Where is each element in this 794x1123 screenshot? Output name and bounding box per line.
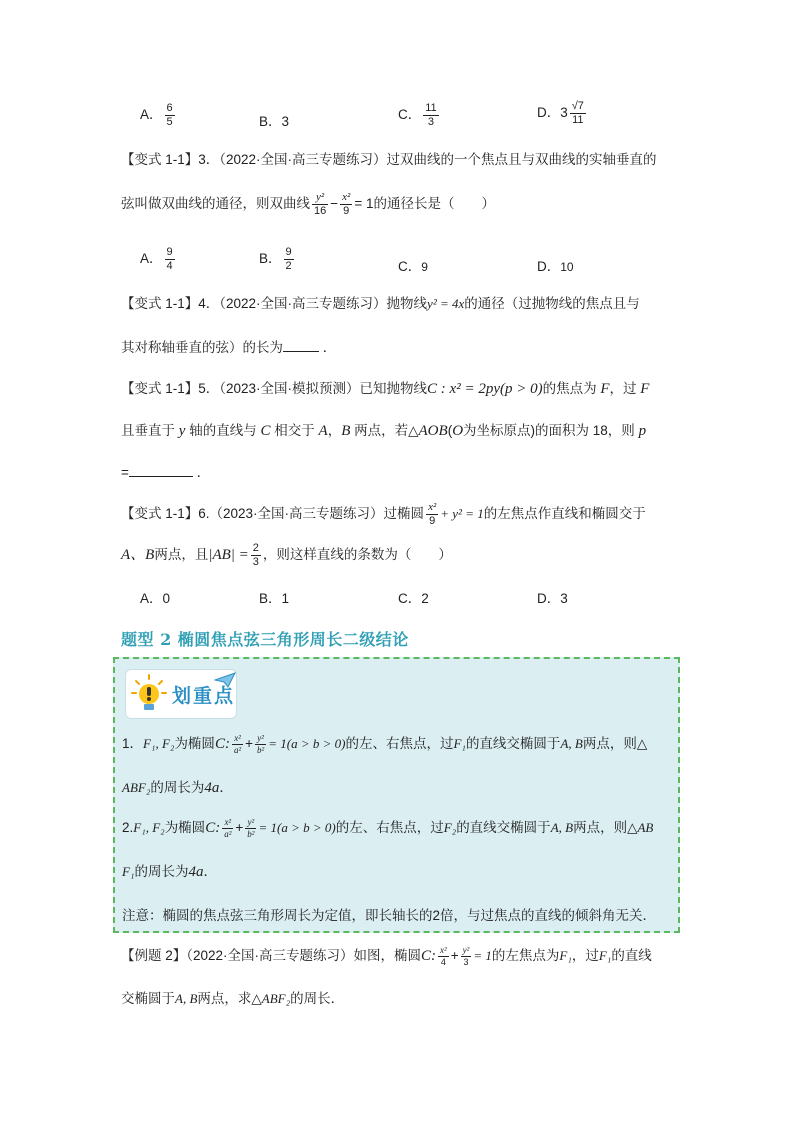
question-text: 3．（2022·全国·高三专题练习）过双曲线的一个焦点且与双曲线的实轴垂直的 <box>198 152 657 167</box>
option-b: B．3 <box>259 114 290 129</box>
question-text: 相交于 <box>274 423 315 438</box>
fraction <box>461 946 472 967</box>
numerator: y² <box>257 732 264 743</box>
equation: C : x² = 2py(p > 0) <box>427 381 543 397</box>
denominator: 11 <box>572 114 584 126</box>
denominator: 3 <box>463 956 469 967</box>
question-text: 的通径长是（ ） <box>373 196 495 212</box>
focus-label: F₁ <box>453 736 466 751</box>
key-points-box <box>113 657 680 933</box>
equation: = 1(a > b > 0) <box>258 820 336 835</box>
triangle-label: AB <box>637 820 654 835</box>
answer-blank <box>283 339 319 352</box>
fraction <box>426 502 438 527</box>
numerator: 9 <box>285 246 292 258</box>
denominator: 9 <box>343 205 350 217</box>
point-labels: A, B <box>550 820 574 835</box>
denominator: 3 <box>252 556 259 568</box>
question-text: 的直线 <box>611 948 652 963</box>
denominator: 4 <box>166 260 173 272</box>
fraction <box>232 734 243 755</box>
point-text: ． <box>203 864 217 879</box>
numerator: y² <box>462 944 470 955</box>
q4-line1 <box>121 294 640 314</box>
point-1-line2 <box>122 776 233 797</box>
q5-line2 <box>121 421 646 441</box>
triangle-label: AOB <box>418 423 448 439</box>
denominator: b² <box>257 744 265 755</box>
q5-line3 <box>121 463 210 483</box>
question-text: 的焦点为 <box>542 381 597 396</box>
result: 4a <box>188 864 204 880</box>
denominator: a² <box>224 828 232 839</box>
option-value: 9 <box>421 260 428 274</box>
point-2-line2 <box>122 860 217 881</box>
question-text: ． <box>196 465 211 480</box>
point-text: 的直线交椭圆于 <box>465 736 561 751</box>
triangle-label: ABF₂ <box>122 780 151 795</box>
numerator: 2 <box>252 542 259 554</box>
numerator: x² <box>234 732 241 743</box>
point-text: 的左、右焦点，过 <box>345 736 454 751</box>
point-text: 2. <box>122 820 134 835</box>
section-title: 题型 2 椭圆焦点弦三角形周长二级结论 <box>121 630 409 649</box>
question-text: 4．（2022·全国·高三专题练习）抛物线 <box>198 296 428 311</box>
equation: C: <box>205 820 221 836</box>
fraction <box>251 543 261 568</box>
option-label: D． <box>537 259 561 274</box>
point-text: 的周长为 <box>150 780 205 795</box>
q6-option-b: B．1 <box>259 591 290 606</box>
variant-tag: 【变式 1-1】 <box>121 506 199 522</box>
q6-line1 <box>121 502 646 527</box>
question-text: 的周长． <box>290 991 345 1006</box>
denominator: b² <box>247 828 255 839</box>
question-text: 两点，求△ <box>197 991 262 1006</box>
point-1-line1: 1．F₁, F₂为椭圆C: $\frac{\text{x²}}{\text{a²}}$ + $\frac{\text{y²}}{\text{b²}}$ = 1(a > b > 0)的左、右焦点，过F₁的直线交椭圆于A, B两点，则△ <box>122 732 648 755</box>
q6-option-d: D．3 <box>537 591 568 606</box>
point-label: O <box>452 423 464 439</box>
question-text: ，过 <box>571 948 599 963</box>
curve-label: C <box>260 423 271 439</box>
fraction <box>340 192 352 217</box>
denominator: 3 <box>427 116 435 128</box>
example2-line2 <box>121 989 344 1009</box>
focus-labels: F₁, F₂ <box>133 820 165 835</box>
numerator: √7 <box>571 100 584 112</box>
question-text: 弦叫做双曲线的通径，则双曲线 <box>121 196 310 212</box>
question-text: 交椭圆于 <box>121 991 175 1006</box>
point-text: 1． <box>122 736 144 751</box>
equation: + y² = 1 <box>440 506 484 522</box>
question-text: 其对称轴垂直的弦）的长为 <box>121 340 283 355</box>
option-label: B． <box>259 251 282 267</box>
q3-option-d <box>537 255 574 275</box>
badge-label: 划重点 <box>172 685 236 707</box>
answer-blank <box>129 464 193 477</box>
triangle-label: F₁ <box>122 864 135 879</box>
variable-label: p <box>638 423 647 439</box>
point-text: 为椭圆 <box>174 736 215 751</box>
point-text: 两点，则△ <box>582 736 648 751</box>
question-text: 且垂直于 <box>121 423 175 438</box>
option-label: D．3 <box>537 105 568 121</box>
numerator: y² <box>247 816 255 827</box>
question-text: = <box>121 465 129 480</box>
numerator: y² <box>316 191 325 203</box>
q3-option-a <box>140 247 177 272</box>
question-text: 两点，若△ <box>354 423 419 438</box>
numerator: 9 <box>166 246 173 258</box>
fraction <box>165 103 175 128</box>
question-text: ，则这样直线的条数为（ ） <box>262 547 452 563</box>
denominator: 16 <box>314 205 327 217</box>
lightbulb-icon <box>131 674 167 714</box>
note-text: 注意：椭圆的焦点弦三角形周长为定值，即长轴长的2倍，与过焦点的直线的倾斜角无关． <box>122 908 657 923</box>
q6-line2 <box>121 543 452 568</box>
question-text: ，过 <box>609 381 637 396</box>
fraction <box>570 101 586 126</box>
option-label: C． <box>398 107 422 123</box>
point-text: 的左、右焦点，过 <box>335 820 444 835</box>
focus-labels: F₁, F₂ <box>143 736 175 751</box>
option-label: A． <box>140 107 163 123</box>
q6-option-c: C．2 <box>398 591 429 606</box>
point-label: A <box>318 423 328 439</box>
point-text: 的直线交椭圆于 <box>456 820 551 835</box>
focus-label: F <box>600 381 610 397</box>
denominator: a² <box>233 744 242 755</box>
point-labels: A、B <box>121 547 155 564</box>
q3-option-b <box>259 247 296 272</box>
option-label: A． <box>140 251 163 267</box>
option-a <box>140 103 177 128</box>
fraction <box>423 103 438 128</box>
question-text: 的左焦点作直线和椭圆交于 <box>483 506 646 522</box>
question-text: 轴的直线与 <box>189 423 257 438</box>
point-label: B <box>341 423 351 439</box>
equation: C: <box>421 948 437 964</box>
option-d <box>537 101 588 126</box>
variant-tag: 【变式 1-1】 <box>121 152 199 167</box>
focus-label: F₁ <box>559 948 572 963</box>
equation: y² = 4x <box>427 296 465 311</box>
option-c <box>398 103 441 128</box>
denominator: 9 <box>429 515 436 527</box>
equation: C: <box>214 736 230 752</box>
numerator: x² <box>440 944 447 955</box>
result: 4a <box>204 780 220 796</box>
q5-line1 <box>121 379 649 399</box>
numerator: x² <box>428 501 437 513</box>
fraction <box>438 946 449 967</box>
question-text: 的左焦点为 <box>491 948 560 963</box>
point-2-line1: 2.F₁, F₂为椭圆C: $\frac{\text{x²}}{\text{a²}}$ + $\frac{\text{y²}}{\text{b²}}$ = 1(a > b > 0)的左、右焦点，过F₂的直线交椭圆于A, B两点，则△AB <box>122 816 654 839</box>
fraction <box>255 734 266 755</box>
equation: |AB| = <box>208 547 249 564</box>
question-text: 为坐标原点)的面积为 18，则 <box>463 423 635 438</box>
variant-tag: 【变式 1-1】 <box>121 296 199 311</box>
option-value: 10 <box>560 260 574 274</box>
focus-label: F₁ <box>598 948 612 963</box>
question-text: 的通径（过抛物线的焦点且与 <box>464 296 640 311</box>
fraction <box>245 818 256 839</box>
denominator: 2 <box>285 260 292 272</box>
paper-plane-icon <box>214 672 236 688</box>
q3-line2: 弦叫做双曲线的通径，则双曲线 $\frac{\text{y²}}{16}$ − $\frac{\text{x²}}{9}$ = 1的通径长是（ ） <box>121 191 495 217</box>
equation: = 1(a > b > 0) <box>268 736 346 751</box>
axis-label: y <box>178 423 186 439</box>
q3-option-c <box>398 255 428 275</box>
question-text: 两点，且 <box>154 547 209 563</box>
paren: ( <box>447 423 453 438</box>
fraction <box>284 247 294 272</box>
denominator: 5 <box>166 116 173 128</box>
point-text: 的周长为 <box>134 864 189 879</box>
fraction <box>312 192 328 217</box>
denominator: 4 <box>440 956 446 967</box>
numerator: x² <box>224 816 232 827</box>
point-labels: A, B <box>560 736 583 751</box>
variant-tag: 【变式 1-1】 <box>121 381 199 396</box>
question-text: 5．（2023·全国·模拟预测）已知抛物线 <box>198 381 428 396</box>
focus-label: F <box>640 381 650 397</box>
numerator: 11 <box>425 102 437 114</box>
question-text: 6.（2023·全国·高三专题练习）过椭圆 <box>198 506 425 522</box>
point-text: ． <box>219 780 233 795</box>
equation: = 1 <box>473 948 492 963</box>
q6-option-a: A．0 <box>140 591 171 606</box>
focus-label: F₂ <box>443 820 457 835</box>
question-text: （2022·全国·高三专题练习）如图，椭圆 <box>186 948 422 963</box>
q4-line2: 其对称轴垂直的弦）的长为 ． <box>121 340 337 355</box>
triangle-label: ABF₂ <box>261 991 291 1006</box>
separator: ， <box>327 423 342 438</box>
option-label: C． <box>398 259 422 274</box>
example2-line1: 【例题 2】（2022·全国·高三专题练习）如图，椭圆C: $\frac{\text{x²}}{4}$ + $\frac{\text{y²}}{3}$ = 1的左焦点为F₁，过F₁的直线 <box>121 944 652 967</box>
equation: = 1 <box>354 196 374 212</box>
numerator: 6 <box>166 102 173 114</box>
fraction <box>165 247 175 272</box>
point-text: 为椭圆 <box>164 820 206 835</box>
example-tag: 【例题 2】 <box>121 948 187 963</box>
numerator: x² <box>342 191 351 203</box>
fraction <box>222 818 233 839</box>
q3-line1 <box>121 150 657 170</box>
point-text: 两点，则△ <box>573 820 638 835</box>
point-labels: A, B <box>175 991 198 1006</box>
key-points-badge <box>125 669 237 719</box>
